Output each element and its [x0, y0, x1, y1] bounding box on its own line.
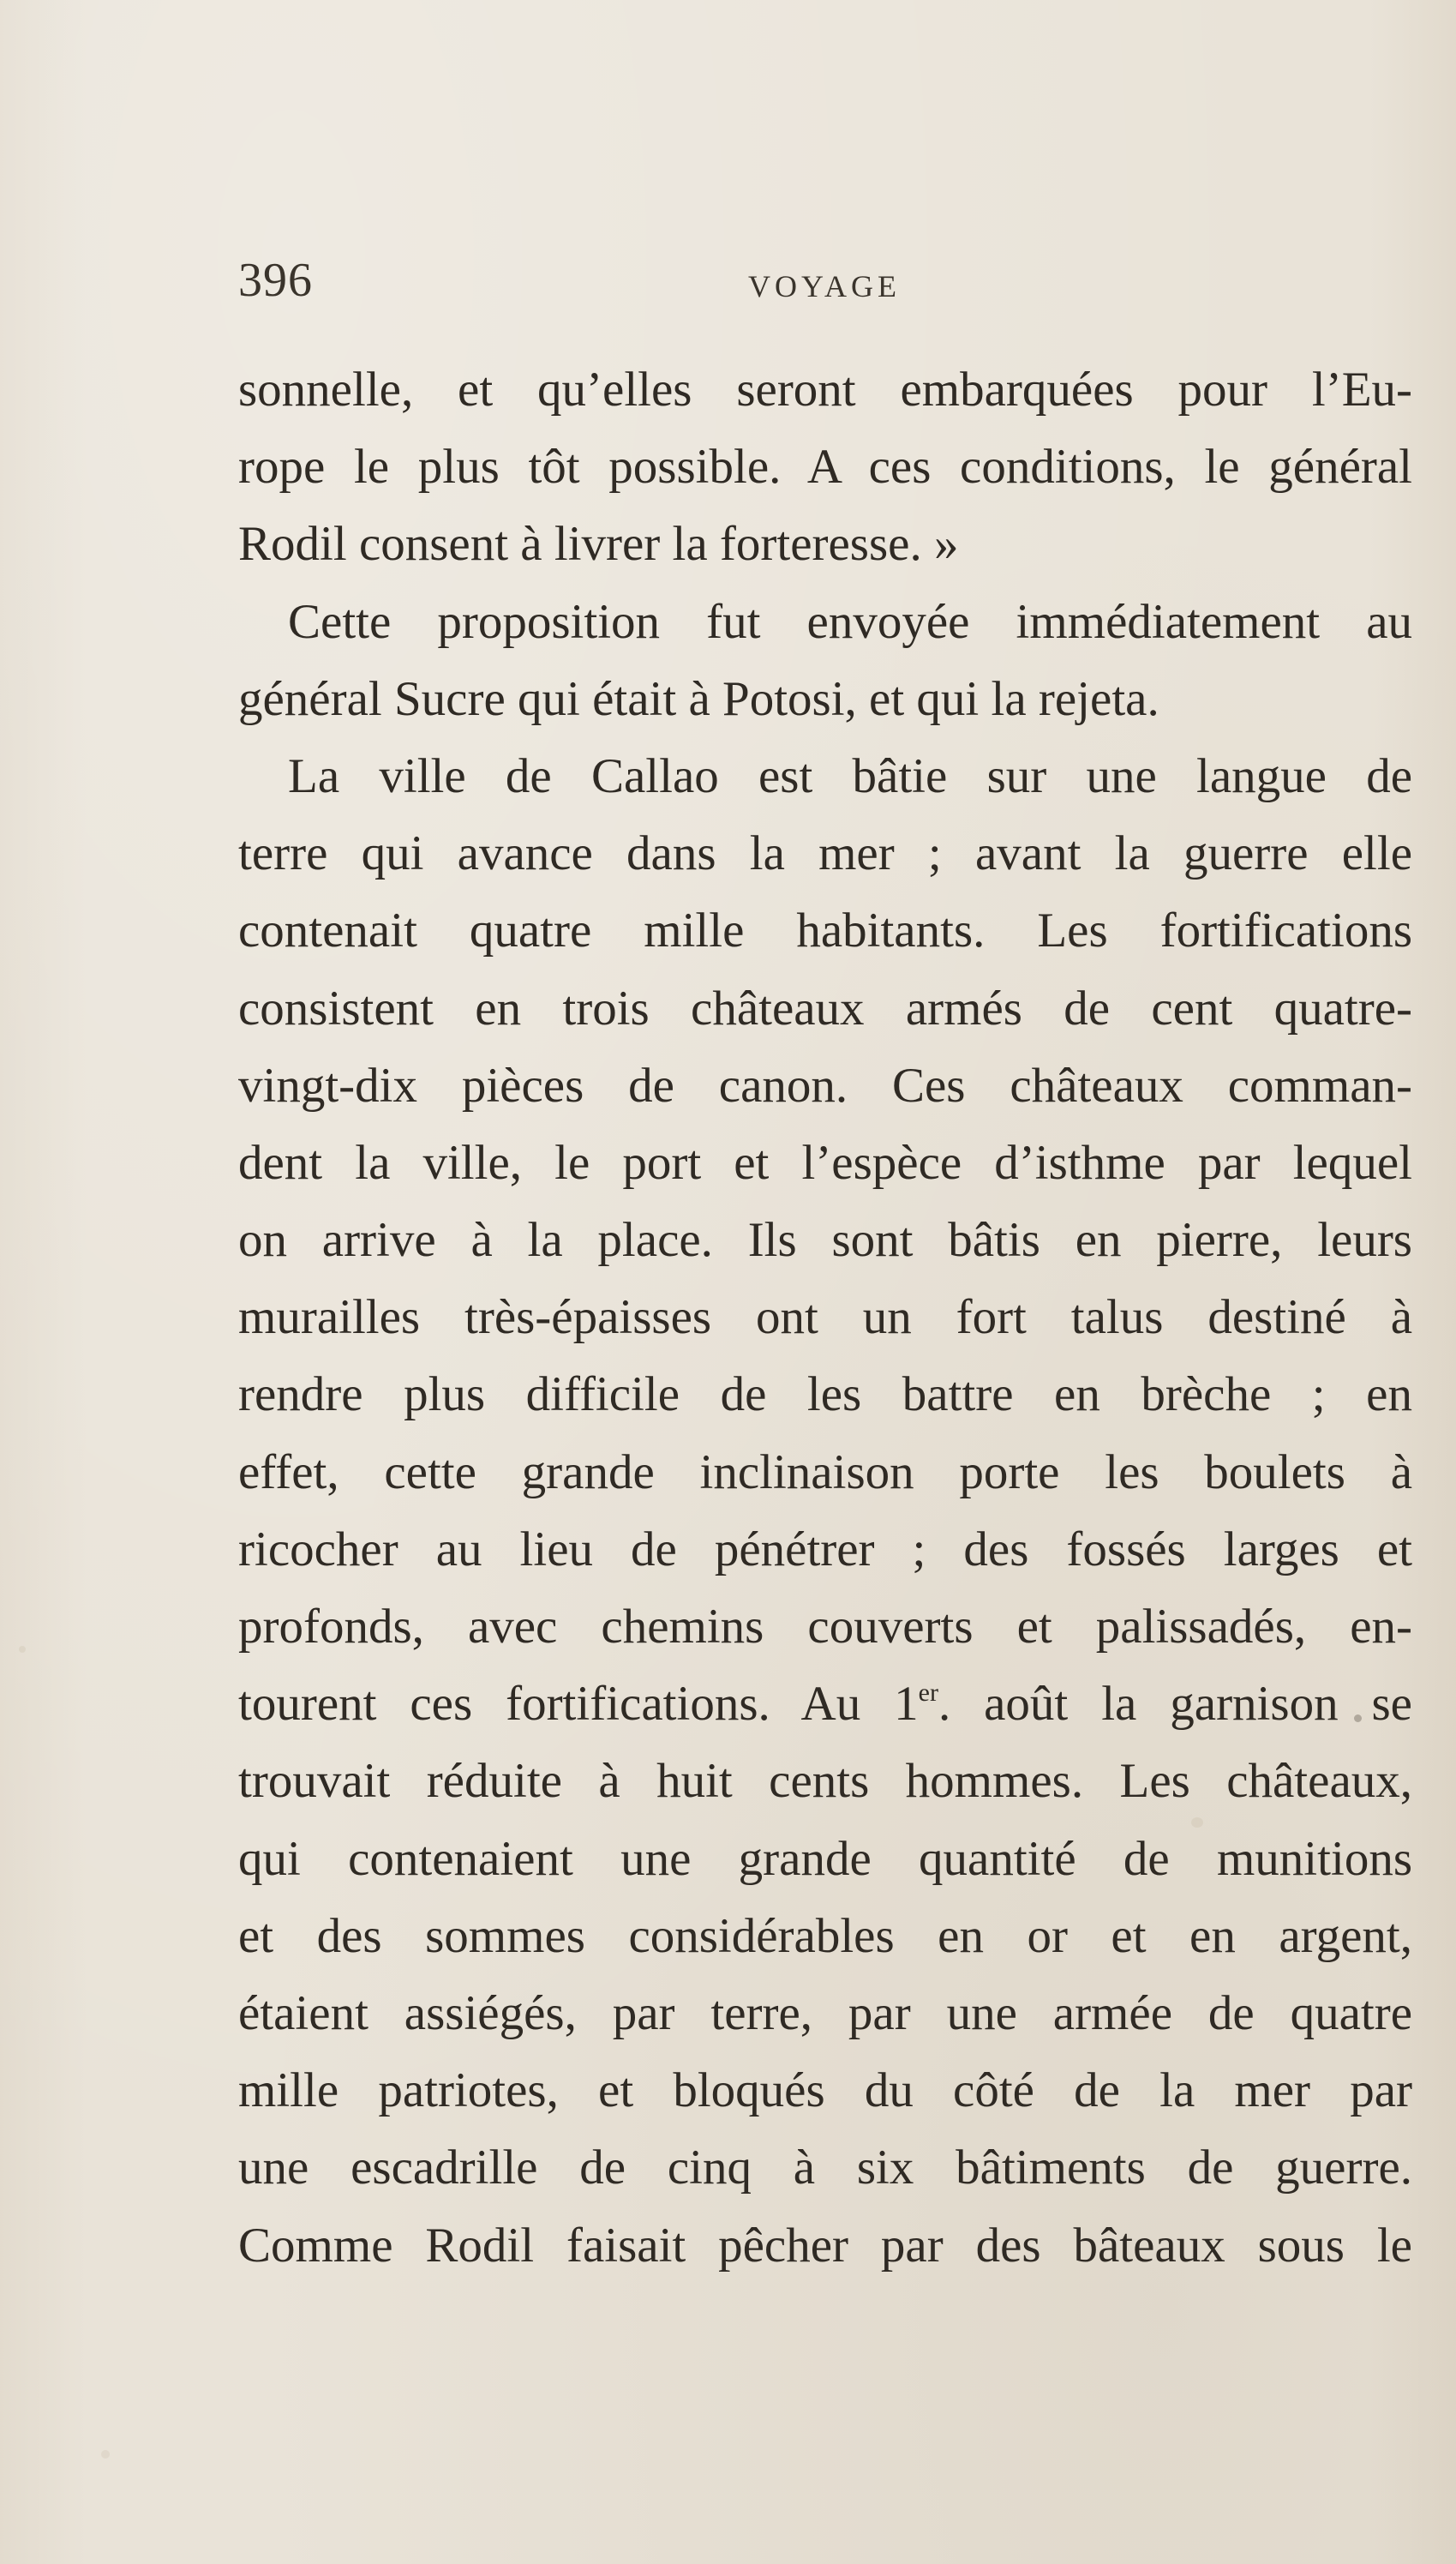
text-line: rendre plus difficile de les battre en brèche ; en [238, 1367, 1412, 1422]
text-line-with-superscript [238, 1666, 1412, 1743]
text-line: qui contenaient une grande quantité de munitions [238, 1831, 1412, 1886]
text-line: Rodil consent à livrer la forteresse. » [238, 517, 959, 572]
text-line: étaient assiégés, par terre, par une armée de quatre [238, 1985, 1412, 2040]
text-line: général Sucre qui était à Potosi, et qui la rejeta. [238, 671, 1159, 726]
text-line: consistent en trois châteaux armés de cent quatre- [238, 981, 1412, 1036]
text-line: vingt-dix pièces de canon. Ces châteaux comman- [238, 1058, 1412, 1113]
text-line: trouvait réduite à huit cents hommes. Les châteaux, [238, 1754, 1412, 1809]
text-line: terre qui avance dans la mer ; avant la guerre elle [238, 826, 1412, 881]
text-fragment: tourent ces fortifications. Au 1 [238, 1677, 919, 1732]
paper-stain [19, 1646, 26, 1653]
text-line: La ville de Callao est bâtie sur une langue de [288, 748, 1412, 803]
paper-stain [101, 2450, 110, 2459]
text-line: et des sommes considérables en or et en argent, [238, 1908, 1412, 1963]
ordinal-superscript: er [918, 1678, 938, 1708]
text-line: mille patriotes, et bloqués du côté de la mer par [238, 2063, 1412, 2118]
text-line: Cette proposition fut envoyée immédiatement au [288, 594, 1412, 649]
body-text [238, 351, 1412, 2285]
text-line: Comme Rodil faisait pêcher par des bâteaux sous le [238, 2218, 1412, 2273]
page-header [238, 253, 1412, 321]
text-line: ricocher au lieu de pénétrer ; des fossés larges et [238, 1522, 1412, 1576]
running-head: VOYAGE [748, 269, 901, 303]
text-line: profonds, avec chemins couverts et palissadés, en- [238, 1600, 1412, 1654]
text-line: sonnelle, et qu’elles seront embarquées pour l’Eu- [238, 363, 1412, 417]
text-line: on arrive à la place. Ils sont bâtis en pierre, leurs [238, 1213, 1412, 1268]
text-line: effet, cette grande inclinaison porte les boulets à [238, 1444, 1412, 1499]
text-line: murailles très-épaisses ont un fort talus destiné à [238, 1290, 1412, 1345]
text-line: rope le plus tôt possible. A ces conditions, le général [238, 440, 1412, 495]
text-line: dent la ville, le port et l’espèce d’isthme par lequel [238, 1135, 1412, 1190]
text-line: contenait quatre mille habitants. Les fortifications [238, 904, 1412, 958]
text-line: une escadrille de cinq à six bâtiments de guerre. [238, 2141, 1412, 2195]
page-number: 396 [238, 254, 313, 307]
text-fragment: . août la garnison se [938, 1677, 1412, 1732]
